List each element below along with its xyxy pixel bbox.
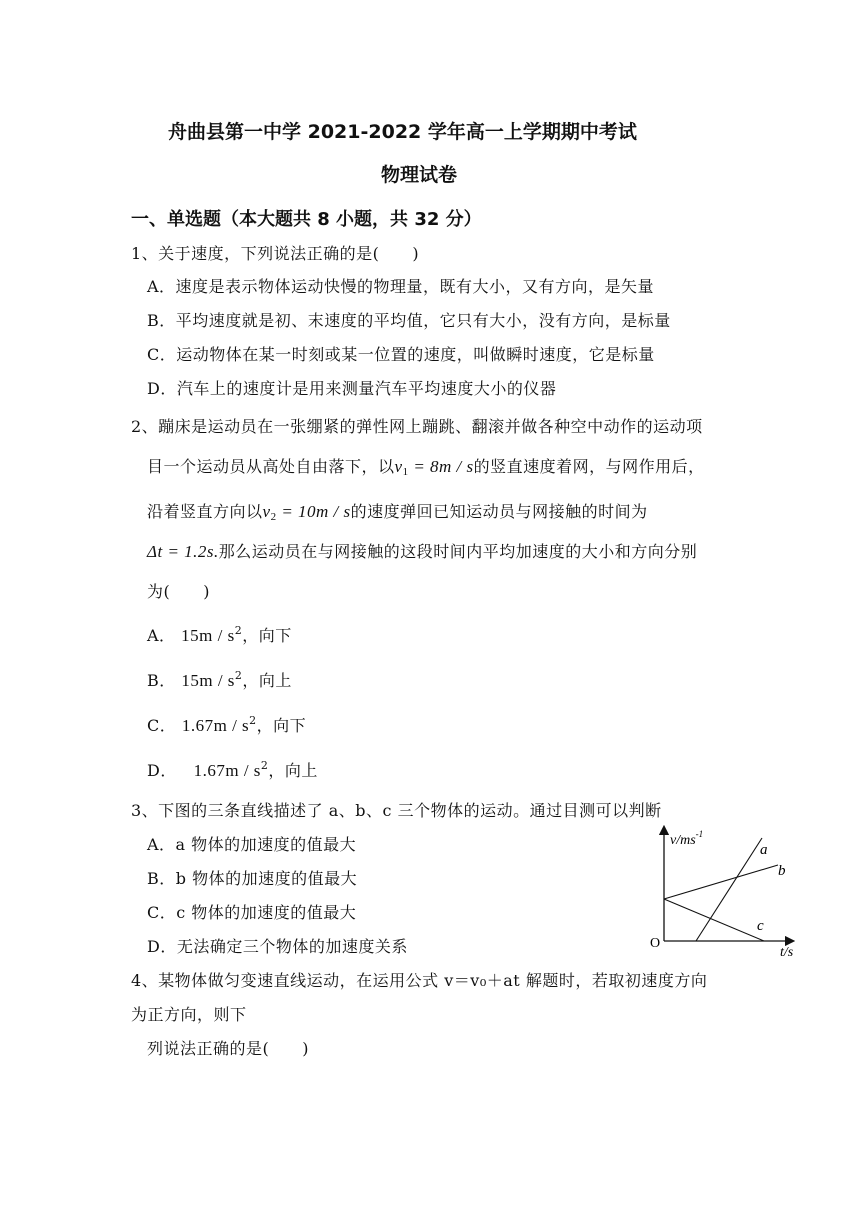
q2-line4 xyxy=(147,539,697,562)
q2-v1-formula: $v_1 = 8m / s$ xyxy=(394,457,474,478)
q2-line3 xyxy=(147,499,648,523)
q2-line2-text-b: 的竖直速度着网，与网作用后， xyxy=(473,457,705,476)
section-heading: 一、单选题（本大题共 8 小题，共 32 分） xyxy=(131,209,482,230)
q4-line2: 为正方向，则下 xyxy=(131,1005,247,1024)
y-axis-label: $v/ms^{-1}$ xyxy=(670,829,704,848)
exam-subtitle: 物理试卷 xyxy=(381,164,458,186)
q1-option-b: B．平均速度就是初、末速度的平均值，它只有大小，没有方向，是标量 xyxy=(147,311,671,330)
exam-title: 舟曲县第一中学 2021-2022 学年高一上学期期中考试 xyxy=(168,121,637,143)
q2-option-c: C． $1.67m / s^2$，向下 xyxy=(147,714,307,735)
q2-option-a: A． $15m / s^2$，向下 xyxy=(147,624,292,645)
q2-line3-text-a: 沿着竖直方向以 xyxy=(147,502,263,521)
q2-line3-text-b: 的速度弹回已知运动员与网接触的时间为 xyxy=(350,502,648,521)
line-c xyxy=(664,899,764,941)
q4-line1: 4、某物体做匀变速直线运动，在运用公式 v＝v₀＋at 解题时，若取初速度方向 xyxy=(131,971,708,990)
q2-line2 xyxy=(147,454,705,478)
q1-option-a: A．速度是表示物体运动快慢的物理量，既有大小，又有方向，是矢量 xyxy=(147,277,655,296)
x-axis-label: t/s xyxy=(780,945,794,960)
line-b xyxy=(664,865,778,899)
q2-dt-formula: Δt = 1.2s. xyxy=(147,542,219,561)
line-b-label: b xyxy=(778,863,786,879)
origin-label: O xyxy=(650,936,661,951)
q2-line5: 为( ) xyxy=(147,582,210,601)
q2-line2-text-a: 目一个运动员从高处自由落下，以 xyxy=(147,457,395,476)
q3-stem: 3、下图的三条直线描述了 a、b、c 三个物体的运动。通过目测可以判断 xyxy=(131,801,662,820)
q1-option-d: D．汽车上的速度计是用来测量汽车平均速度大小的仪器 xyxy=(147,379,557,398)
q4-line3: 列说法正确的是( ) xyxy=(147,1039,309,1058)
line-c-label: c xyxy=(757,918,764,934)
line-a xyxy=(696,838,762,941)
line-a-label: a xyxy=(760,842,768,858)
q1-stem: 1、关于速度，下列说法正确的是( ) xyxy=(131,244,420,263)
q3-option-a: A．a 物体的加速度的值最大 xyxy=(147,835,357,854)
q2-line1: 2、蹦床是运动员在一张绷紧的弹性网上蹦跳、翻滚并做各种空中动作的运动项 xyxy=(131,417,703,436)
q3-option-c: C．c 物体的加速度的值最大 xyxy=(147,903,357,922)
q3-option-b: B．b 物体的加速度的值最大 xyxy=(147,869,358,888)
q2-option-b: B． $15m / s^2$，向上 xyxy=(147,669,292,690)
q2-v2-formula: $v_2 = 10m / s$ xyxy=(262,502,351,523)
q3-option-d: D．无法确定三个物体的加速度关系 xyxy=(147,937,408,956)
q2-option-d: D． $1.67m / s^2$，向上 xyxy=(147,759,318,780)
vt-graph xyxy=(640,820,810,965)
q1-option-c: C．运动物体在某一时刻或某一位置的速度，叫做瞬时速度，它是标量 xyxy=(147,345,655,364)
q2-line4-text: 那么运动员在与网接触的这段时间内平均加速度的大小和方向分别 xyxy=(218,542,698,561)
